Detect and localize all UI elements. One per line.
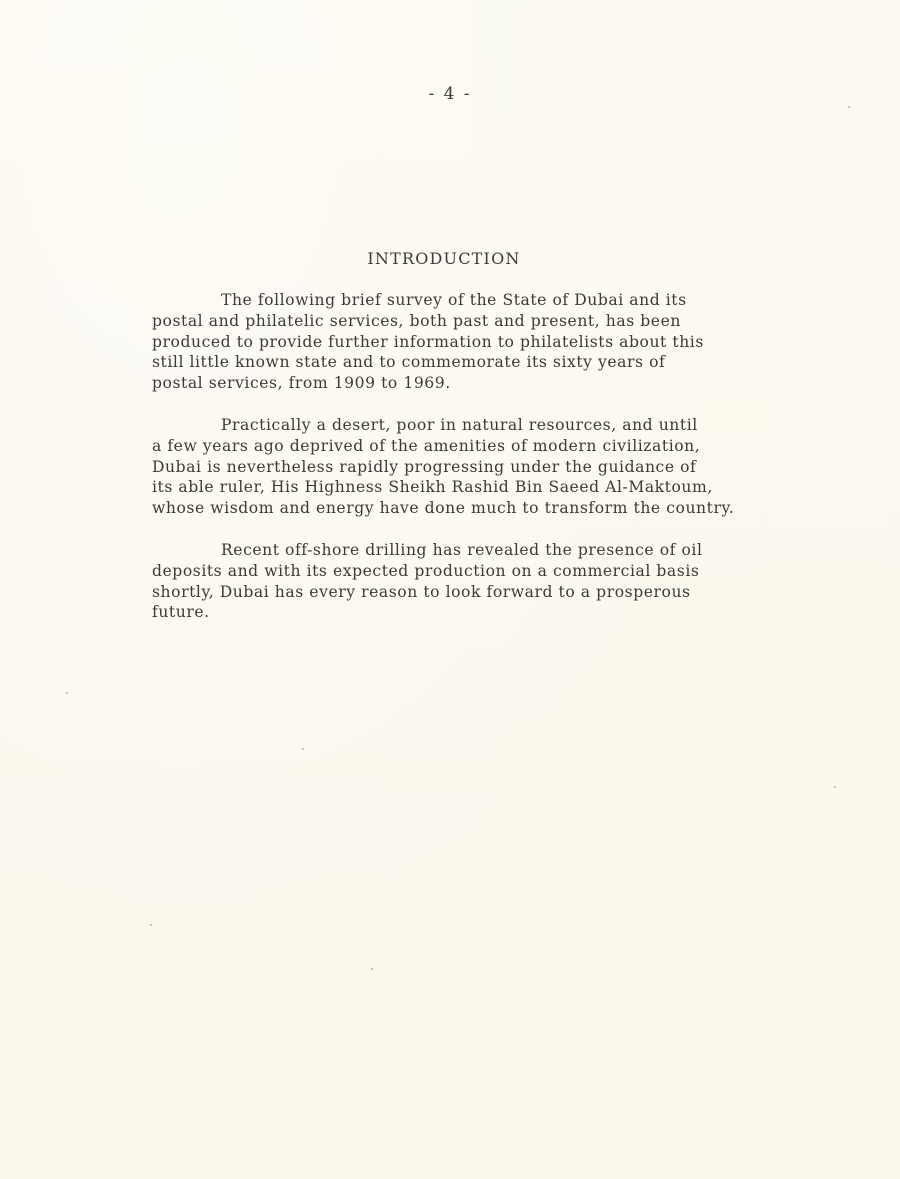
paper-speck: [302, 748, 304, 750]
text-line: future.: [152, 603, 210, 622]
paper-speck: [66, 692, 68, 694]
text-line: Recent off-shore drilling has revealed the presence of oil: [221, 540, 703, 559]
paper-speck: [371, 968, 373, 970]
paper-speck: [150, 924, 152, 926]
paper-speck: [848, 106, 850, 108]
text-line: whose wisdom and energy have done much to transform the country.: [152, 499, 735, 518]
text-line: postal services, from 1909 to 1969.: [152, 374, 451, 393]
document-body: [152, 290, 777, 644]
paragraph-2: [152, 415, 777, 519]
paragraph-1: [152, 290, 777, 394]
text-line: postal and philatelic services, both past and present, has been: [152, 311, 681, 330]
page-number: - 4 -: [428, 84, 472, 104]
text-line: deposits and with its expected production on a commercial basis: [152, 561, 700, 580]
text-line: produced to provide further information to philatelists about this: [152, 332, 704, 351]
paper-speck: [834, 786, 836, 788]
text-line: Practically a desert, poor in natural resources, and until: [221, 415, 698, 434]
paragraph-3: [152, 540, 777, 623]
section-title: INTRODUCTION: [367, 249, 521, 268]
text-line: The following brief survey of the State of Dubai and its: [221, 291, 687, 309]
text-line: Dubai is nevertheless rapidly progressing under the guidance of: [152, 457, 697, 476]
text-line: its able ruler, His Highness Sheikh Rashid Bin Saeed Al-Maktoum,: [152, 478, 713, 497]
text-line: a few years ago deprived of the amenities of modern civilization,: [152, 436, 701, 455]
text-line: still little known state and to commemorate its sixty years of: [152, 353, 666, 372]
text-line: shortly, Dubai has every reason to look forward to a prosperous: [152, 582, 691, 601]
